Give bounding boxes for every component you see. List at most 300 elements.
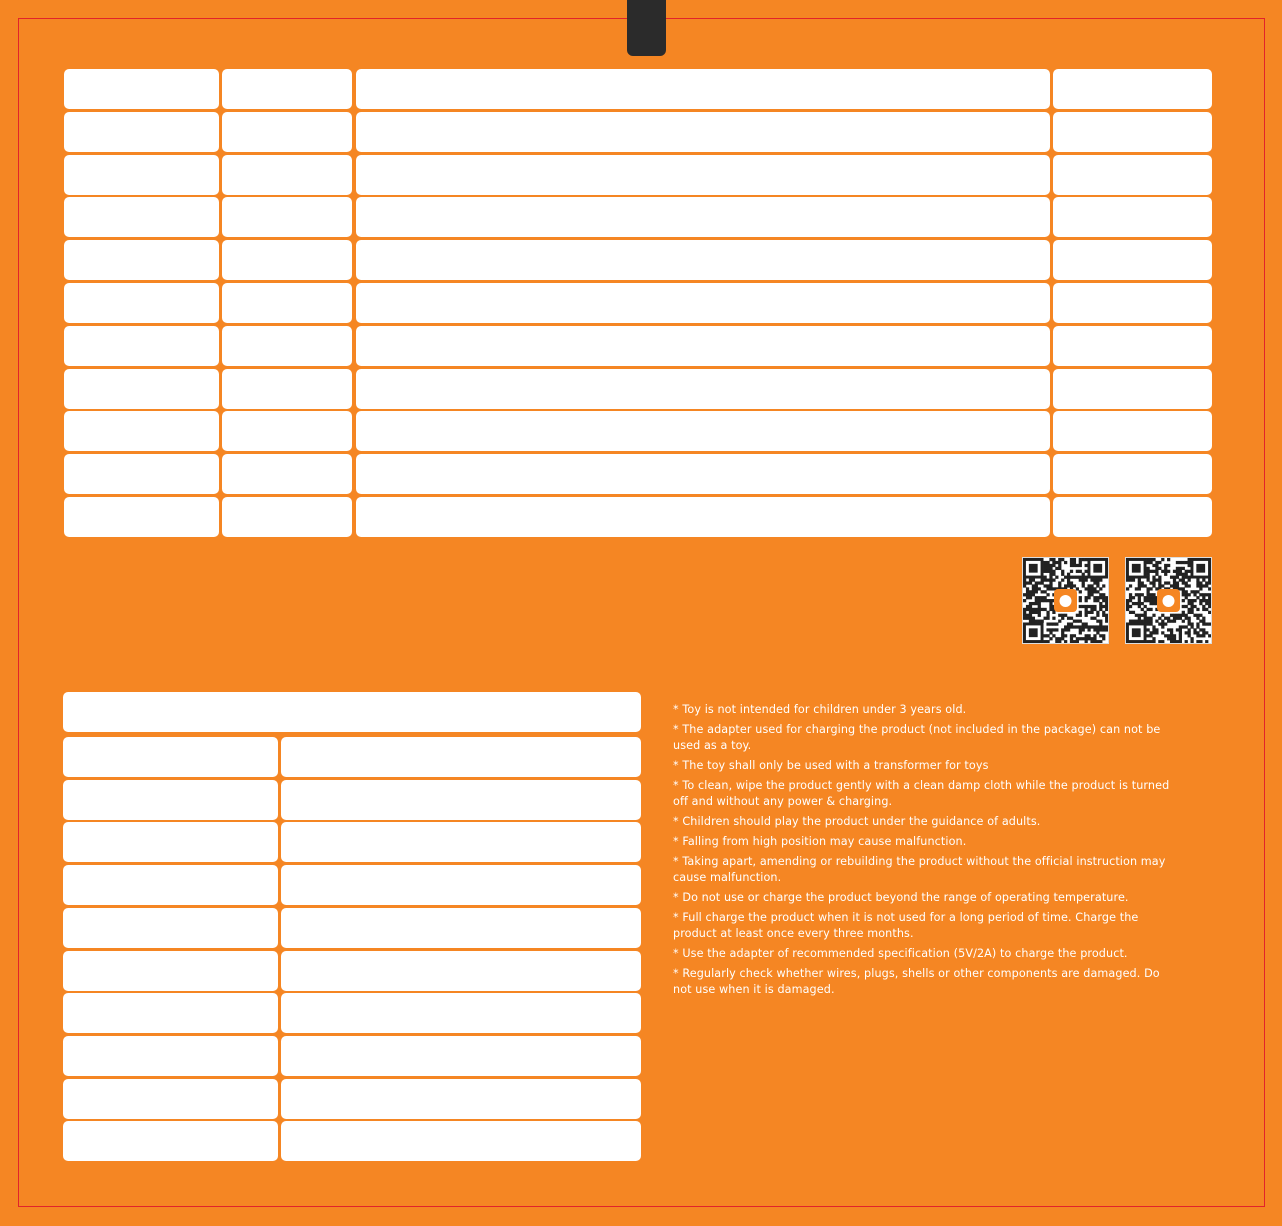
spec-cell xyxy=(356,497,1050,537)
qr-module xyxy=(1090,579,1093,582)
qr-module xyxy=(1105,614,1108,617)
qr-module xyxy=(1055,576,1058,579)
params-cell xyxy=(281,737,641,777)
params-cell xyxy=(63,865,278,905)
qr-module xyxy=(1085,570,1088,573)
qr-module xyxy=(1155,573,1158,576)
qr-module xyxy=(1076,587,1079,590)
qr-module xyxy=(1164,570,1167,573)
qr-module xyxy=(1132,596,1135,599)
qr-module xyxy=(1149,634,1152,637)
qr-module xyxy=(1079,596,1082,599)
qr-module xyxy=(1049,608,1052,611)
qr-module xyxy=(1029,579,1032,582)
qr-module xyxy=(1182,567,1185,570)
qr-module xyxy=(1058,558,1061,561)
qr-module xyxy=(1208,611,1211,614)
qr-module xyxy=(1038,599,1041,602)
qr-module xyxy=(1147,576,1150,579)
qr-module xyxy=(1055,622,1058,625)
qr-module xyxy=(1144,620,1147,623)
spec-cell xyxy=(356,369,1050,409)
qr-module xyxy=(1029,596,1032,599)
qr-module xyxy=(1046,584,1049,587)
qr-module xyxy=(1173,584,1176,587)
qr-module xyxy=(1196,584,1199,587)
qr-module xyxy=(1196,596,1199,599)
qr-module xyxy=(1093,637,1096,640)
qr-module xyxy=(1167,564,1170,567)
qr-module xyxy=(1190,605,1193,608)
qr-module xyxy=(1158,561,1161,564)
spec-cell xyxy=(64,69,219,109)
qr-module xyxy=(1044,640,1047,643)
qr-module xyxy=(1049,570,1052,573)
qr-module xyxy=(1041,581,1044,584)
params-cell xyxy=(281,908,641,948)
app-logo-mark xyxy=(1163,595,1175,607)
qr-module xyxy=(1129,605,1132,608)
qr-module xyxy=(1182,590,1185,593)
qr-module xyxy=(1082,576,1085,579)
qr-module xyxy=(1199,614,1202,617)
qr-module xyxy=(1158,581,1161,584)
qr-module xyxy=(1070,637,1073,640)
qr-module xyxy=(1061,617,1064,620)
qr-module xyxy=(1058,637,1061,640)
qr-module xyxy=(1058,584,1061,587)
qr-module xyxy=(1190,599,1193,602)
qr-module xyxy=(1188,564,1191,567)
qr-module xyxy=(1055,561,1058,564)
qr-module xyxy=(1144,611,1147,614)
qr-module xyxy=(1158,584,1161,587)
qr-module xyxy=(1126,587,1129,590)
qr-module xyxy=(1076,637,1079,640)
qr-module xyxy=(1196,631,1199,634)
qr-module xyxy=(1096,628,1099,631)
qr-module xyxy=(1152,558,1155,561)
qr-module xyxy=(1052,558,1055,561)
qr-module xyxy=(1129,596,1132,599)
qr-module xyxy=(1035,611,1038,614)
qr-module xyxy=(1199,640,1202,643)
qr-module xyxy=(1087,593,1090,596)
qr-module xyxy=(1129,593,1132,596)
qr-module xyxy=(1073,640,1076,643)
qr-module xyxy=(1079,620,1082,623)
qr-module xyxy=(1087,611,1090,614)
spec-cell xyxy=(64,155,219,195)
qr-module xyxy=(1049,558,1052,561)
qr-module xyxy=(1087,587,1090,590)
qr-module xyxy=(1085,587,1088,590)
qr-module xyxy=(1105,602,1108,605)
qr-module xyxy=(1079,564,1082,567)
qr-module xyxy=(1202,628,1205,631)
qr-module xyxy=(1070,617,1073,620)
warning-item: * Full charge the product when it is not used for a long period of time. Charge the product at least once every three months. xyxy=(673,911,1139,940)
qr-module xyxy=(1185,605,1188,608)
qr-module xyxy=(1173,579,1176,582)
qr-module xyxy=(1082,579,1085,582)
qr-module xyxy=(1202,608,1205,611)
params-cell xyxy=(281,780,641,820)
qr-module xyxy=(1170,584,1173,587)
qr-module xyxy=(1090,593,1093,596)
qr-module xyxy=(1188,617,1191,620)
qr-module xyxy=(1147,620,1150,623)
qr-module xyxy=(1199,584,1202,587)
params-cell xyxy=(63,822,278,862)
qr-module xyxy=(1041,599,1044,602)
qr-module xyxy=(1035,596,1038,599)
qr-module xyxy=(1152,593,1155,596)
qr-module xyxy=(1199,581,1202,584)
qr-module xyxy=(1141,581,1144,584)
qr-module xyxy=(1044,584,1047,587)
qr-module xyxy=(1046,561,1049,564)
qr-module xyxy=(1044,608,1047,611)
qr-module xyxy=(1190,590,1193,593)
qr-module xyxy=(1105,625,1108,628)
qr-module xyxy=(1149,570,1152,573)
qr-module xyxy=(1144,584,1147,587)
qr-module xyxy=(1188,622,1191,625)
qr-module xyxy=(1058,561,1061,564)
qr-module xyxy=(1067,584,1070,587)
params-cell xyxy=(63,1036,278,1076)
qr-module xyxy=(1173,576,1176,579)
qr-module xyxy=(1179,625,1182,628)
qr-module xyxy=(1067,628,1070,631)
qr-module xyxy=(1182,573,1185,576)
qr-module xyxy=(1105,608,1108,611)
qr-module xyxy=(1070,570,1073,573)
qr-module xyxy=(1035,620,1038,623)
qr-module xyxy=(1102,634,1105,637)
qr-module xyxy=(1093,605,1096,608)
qr-module xyxy=(1032,593,1035,596)
qr-module xyxy=(1032,579,1035,582)
qr-module xyxy=(1185,576,1188,579)
qr-module xyxy=(1099,608,1102,611)
spec-cell xyxy=(222,497,352,537)
qr-module xyxy=(1158,567,1161,570)
qr-module xyxy=(1170,614,1173,617)
qr-module xyxy=(1147,590,1150,593)
qr-module xyxy=(1079,570,1082,573)
qr-module xyxy=(1032,620,1035,623)
qr-module xyxy=(1099,640,1102,643)
warning-item: * The toy shall only be used with a transformer for toys xyxy=(673,759,989,772)
qr-module xyxy=(1182,576,1185,579)
qr-module xyxy=(1196,614,1199,617)
qr-module xyxy=(1149,617,1152,620)
qr-module xyxy=(1049,602,1052,605)
qr-module xyxy=(1105,628,1108,631)
qr-module xyxy=(1032,617,1035,620)
qr-module xyxy=(1090,625,1093,628)
qr-module xyxy=(1155,564,1158,567)
params-cell xyxy=(63,1079,278,1119)
qr-module xyxy=(1049,622,1052,625)
qr-module xyxy=(1076,570,1079,573)
qr-module xyxy=(1190,637,1193,640)
qr-module xyxy=(1046,611,1049,614)
qr-module xyxy=(1023,581,1026,584)
qr-module xyxy=(1190,602,1193,605)
warning-item: * Use the adapter of recommended specification (5V/2A) to charge the product. xyxy=(673,947,1128,960)
qr-module xyxy=(1052,617,1055,620)
qr-module xyxy=(1076,576,1079,579)
qr-module xyxy=(1155,561,1158,564)
qr-module xyxy=(1035,584,1038,587)
qr-module xyxy=(1149,561,1152,564)
qr-module xyxy=(1082,625,1085,628)
qr-module xyxy=(1038,581,1041,584)
qr-module xyxy=(1149,620,1152,623)
qr-module xyxy=(1196,590,1199,593)
qr-module xyxy=(1152,596,1155,599)
qr-module xyxy=(1196,625,1199,628)
qr-module xyxy=(1152,599,1155,602)
qr-module xyxy=(1099,579,1102,582)
qr-module xyxy=(1185,570,1188,573)
qr-module xyxy=(1046,567,1049,570)
qr-module xyxy=(1026,617,1029,620)
spec-cell xyxy=(222,283,352,323)
qr-module xyxy=(1067,625,1070,628)
qr-module xyxy=(1102,614,1105,617)
qr-module xyxy=(1032,602,1035,605)
qr-module xyxy=(1058,614,1061,617)
qr-module xyxy=(1046,570,1049,573)
qr-module xyxy=(1090,587,1093,590)
qr-module xyxy=(1179,640,1182,643)
qr-module xyxy=(1164,573,1167,576)
qr-module xyxy=(1182,581,1185,584)
qr-module xyxy=(1023,608,1026,611)
spec-cell xyxy=(1053,112,1212,152)
qr-module xyxy=(1093,590,1096,593)
qr-module xyxy=(1208,587,1211,590)
qr-module xyxy=(1052,587,1055,590)
qr-module xyxy=(1129,599,1132,602)
qr-module xyxy=(1185,581,1188,584)
qr-module xyxy=(1035,608,1038,611)
qr-module xyxy=(1144,617,1147,620)
params-cell xyxy=(63,1121,278,1161)
qr-module xyxy=(1208,593,1211,596)
spec-cell xyxy=(356,112,1050,152)
qr-module xyxy=(1041,608,1044,611)
qr-module xyxy=(1076,640,1079,643)
qr-module xyxy=(1049,628,1052,631)
qr-module xyxy=(1049,579,1052,582)
qr-module xyxy=(1049,584,1052,587)
qr-module xyxy=(1176,570,1179,573)
qr-module xyxy=(1061,579,1064,582)
qr-module xyxy=(1079,614,1082,617)
qr-module xyxy=(1079,558,1082,561)
qr-module xyxy=(1079,611,1082,614)
qr-module xyxy=(1102,599,1105,602)
qr-module xyxy=(1179,637,1182,640)
qr-module xyxy=(1070,622,1073,625)
qr-module xyxy=(1052,573,1055,576)
qr-module xyxy=(1164,564,1167,567)
qr-module xyxy=(1046,617,1049,620)
qr-module xyxy=(1138,605,1141,608)
qr-module xyxy=(1170,628,1173,631)
spec-cell xyxy=(1053,197,1212,237)
spec-cell xyxy=(64,369,219,409)
qr-module xyxy=(1167,637,1170,640)
qr-module xyxy=(1199,599,1202,602)
qr-finder xyxy=(1029,628,1038,637)
qr-module xyxy=(1085,596,1088,599)
qr-module xyxy=(1152,584,1155,587)
spec-cell xyxy=(222,69,352,109)
qr-module xyxy=(1149,599,1152,602)
qr-module xyxy=(1102,625,1105,628)
spec-cell xyxy=(64,454,219,494)
spec-cell xyxy=(356,69,1050,109)
qr-module xyxy=(1079,605,1082,608)
qr-module xyxy=(1058,564,1061,567)
qr-module xyxy=(1179,587,1182,590)
qr-module xyxy=(1196,579,1199,582)
params-cell xyxy=(63,780,278,820)
qr-module xyxy=(1052,622,1055,625)
qr-module xyxy=(1041,596,1044,599)
qr-module xyxy=(1176,581,1179,584)
qr-module xyxy=(1049,631,1052,634)
qr-module xyxy=(1064,628,1067,631)
qr-module xyxy=(1023,614,1026,617)
qr-module xyxy=(1061,570,1064,573)
hang-tab xyxy=(627,0,666,56)
qr-module xyxy=(1023,611,1026,614)
spec-cell xyxy=(356,283,1050,323)
qr-module xyxy=(1061,637,1064,640)
qr-module xyxy=(1138,599,1141,602)
qr-module xyxy=(1129,611,1132,614)
qr-module xyxy=(1096,620,1099,623)
qr-module xyxy=(1138,581,1141,584)
spec-cell xyxy=(222,454,352,494)
qr-module xyxy=(1179,634,1182,637)
qr-module xyxy=(1067,576,1070,579)
qr-module xyxy=(1173,581,1176,584)
qr-module xyxy=(1029,617,1032,620)
qr-module xyxy=(1049,567,1052,570)
qr-module xyxy=(1090,590,1093,593)
qr-module xyxy=(1085,611,1088,614)
qr-module xyxy=(1085,637,1088,640)
qr-module xyxy=(1093,599,1096,602)
qr-module xyxy=(1061,614,1064,617)
qr-module xyxy=(1044,590,1047,593)
qr-module xyxy=(1193,605,1196,608)
qr-module xyxy=(1085,599,1088,602)
qr-module xyxy=(1041,579,1044,582)
qr-module xyxy=(1055,628,1058,631)
qr-module xyxy=(1099,620,1102,623)
spec-cell xyxy=(222,112,352,152)
qr-module xyxy=(1032,587,1035,590)
qr-module xyxy=(1046,564,1049,567)
qr-module xyxy=(1188,602,1191,605)
spec-cell xyxy=(1053,240,1212,280)
warning-item: * Regularly check whether wires, plugs, shells or other components are damaged. Do not use when it is damaged. xyxy=(673,967,1160,996)
qr-module xyxy=(1129,620,1132,623)
qr-module xyxy=(1046,587,1049,590)
qr-module xyxy=(1173,634,1176,637)
qr-module xyxy=(1185,590,1188,593)
qr-module xyxy=(1093,628,1096,631)
qr-module xyxy=(1190,622,1193,625)
qr-module xyxy=(1190,611,1193,614)
qr-module xyxy=(1073,625,1076,628)
qr-module xyxy=(1067,617,1070,620)
qr-module xyxy=(1149,581,1152,584)
qr-module xyxy=(1188,576,1191,579)
qr-module xyxy=(1032,611,1035,614)
qr-module xyxy=(1055,567,1058,570)
qr-module xyxy=(1147,622,1150,625)
qr-module xyxy=(1055,640,1058,643)
qr-module xyxy=(1052,628,1055,631)
qr-module xyxy=(1199,628,1202,631)
qr-module xyxy=(1202,593,1205,596)
qr-module xyxy=(1152,625,1155,628)
qr-module xyxy=(1073,564,1076,567)
qr-module xyxy=(1188,599,1191,602)
qr-module xyxy=(1144,614,1147,617)
qr-module xyxy=(1205,602,1208,605)
qr-module xyxy=(1152,581,1155,584)
qr-module xyxy=(1035,590,1038,593)
qr-module xyxy=(1029,602,1032,605)
qr-module xyxy=(1026,596,1029,599)
qr-module xyxy=(1079,625,1082,628)
qr-module xyxy=(1152,631,1155,634)
qr-module xyxy=(1141,614,1144,617)
qr-module xyxy=(1182,605,1185,608)
qr-module xyxy=(1067,579,1070,582)
qr-module xyxy=(1061,558,1064,561)
qr-module xyxy=(1046,634,1049,637)
qr-module xyxy=(1082,581,1085,584)
qr-module xyxy=(1202,579,1205,582)
qr-module xyxy=(1205,631,1208,634)
qr-module xyxy=(1141,608,1144,611)
qr-module xyxy=(1073,576,1076,579)
qr-module xyxy=(1147,570,1150,573)
qr-module xyxy=(1161,558,1164,561)
qr-module xyxy=(1070,561,1073,564)
qr-module xyxy=(1152,564,1155,567)
qr-module xyxy=(1193,631,1196,634)
qr-module xyxy=(1141,593,1144,596)
qr-module xyxy=(1049,605,1052,608)
qr-module xyxy=(1044,599,1047,602)
qr-module xyxy=(1061,628,1064,631)
qr-module xyxy=(1087,637,1090,640)
qr-module xyxy=(1061,631,1064,634)
